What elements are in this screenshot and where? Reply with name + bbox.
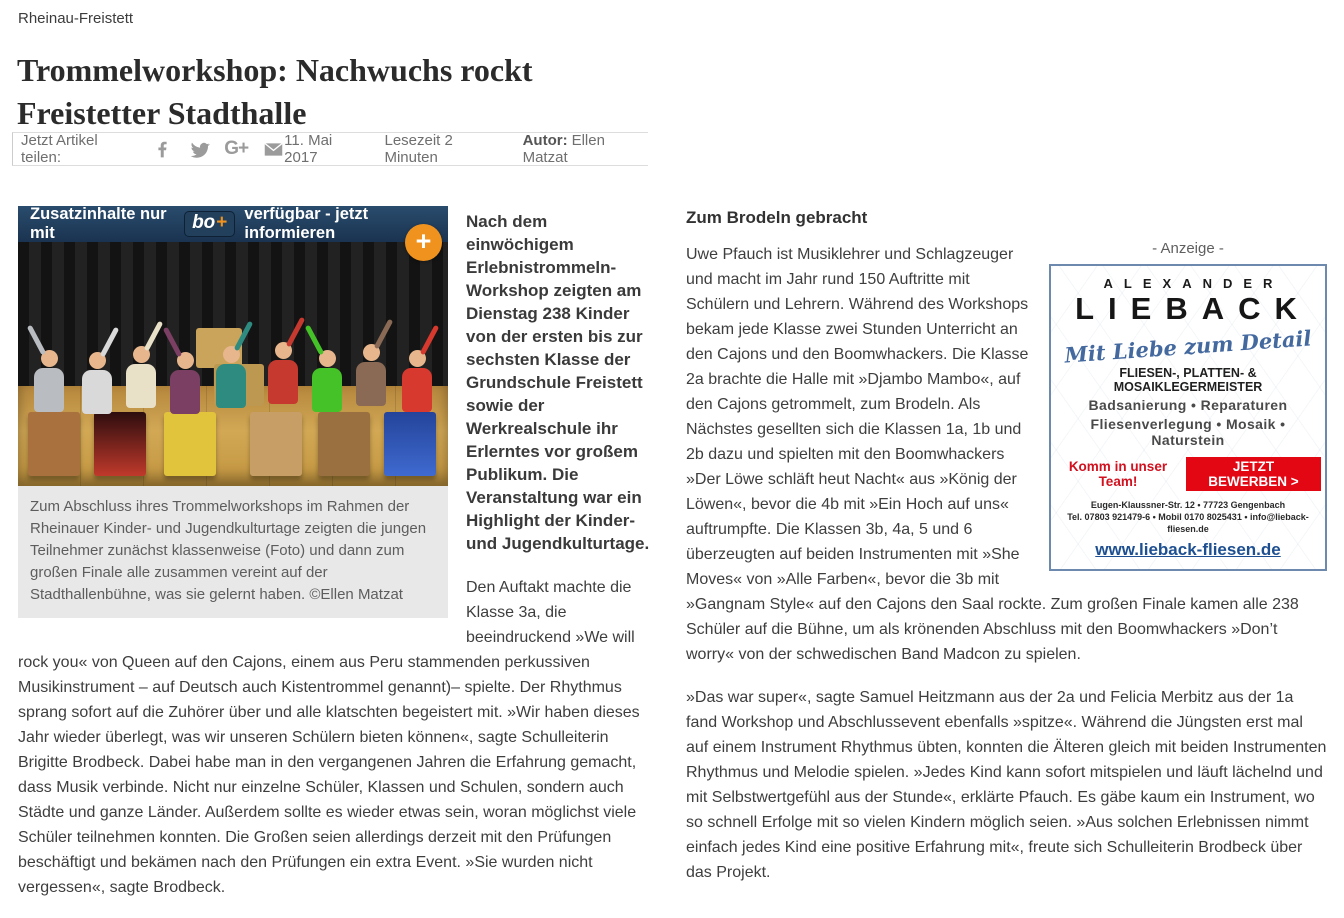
banner-text-after: verfügbar - jetzt informieren xyxy=(244,205,369,242)
ad-firstname: ALEXANDER xyxy=(1103,276,1284,291)
author xyxy=(523,132,646,166)
article-photo[interactable] xyxy=(18,226,448,486)
ad-banner-lieback[interactable] xyxy=(1049,264,1327,571)
cajon-box xyxy=(28,412,80,476)
article-paragraph-1: Den Auftakt machte die Klasse 3a, die beeindruckend »We will rock you« von Queen auf den Cajons, einem aus Peru stammenden perkussiven Musikinstrument – auf Deutsch auch Kistentrommel genannt)– spielte. Der Rhythmus sprang sofort auf die Zuhörer über und alle klatschten begeistert mit. »Wir haben dieses Jahr wieder überlegt, was wir unseren Schülern bieten können«, sagte Schulleiterin Brigitte Brodbeck. Dabei habe man in den vergangenen Jahren die Erfahrung gemacht, dass Musik verbinde. Nicht nur einzelne Schüler, Klassen und Schulen, sondern auch Städte und ganze Länder. Außerdem sollte es wieder etwas sein, woran möglichst viele Schüler teilnehmen konnten. Die Großen seien allerdings derzeit mit den Prüfungen beschäftigt und bekämen nach den Prüfungen ein extra Event. »Sie wurden nicht vergessen«, sagte Brodbeck. xyxy=(18,579,640,896)
bo-logo-plus: + xyxy=(216,212,228,233)
ad-website-link[interactable]: www.lieback-fliesen.de xyxy=(1095,540,1281,559)
cajon-box xyxy=(250,412,302,476)
ad-contact: Tel. 07803 921479-6 • Mobil 0170 8025431 • info@lieback-fliesen.de xyxy=(1067,512,1309,534)
ad-lastname: LIEBACK xyxy=(1075,291,1311,326)
article-paragraph-3: »Das war super«, sagte Samuel Heitzmann aus der 2a und Felicia Merbitz aus der 1a fand Workshop und Abschlussevent ebenfalls »spitze«. Während die Jüngsten erst mal auf einem Instrument Rhythmus übten, konnten die Älteren gleich mit beiden Instrumenten Rhythmus und Melodie spielen. »Jedes Kind kann sofort mitspielen und läuft lächelnd und mit Selbstwertgefühl aus der Stunde«, erklärte Pfauch. Es gäbe kaum ein Instrument, wo so schnell Erfolge mit so vielen Kindern möglich seien. »Aus solchen Erlebnissen nimmt einfach jedes Kind eine positive Erfahrung mit«, freute sich Schulleiterin Brodbeck über das Projekt. xyxy=(686,689,1327,881)
article-category[interactable]: Rheinau-Freistett xyxy=(18,10,134,27)
cajon-box xyxy=(164,412,216,476)
ad-team-row xyxy=(1055,457,1321,491)
share-label: Jetzt Artikel teilen: xyxy=(21,132,98,166)
author-label: Autor: xyxy=(522,132,568,149)
bo-plus-logo xyxy=(184,211,235,237)
page-title: Trommelworkshop: Nachwuchs rockt Freistetter Stadthalle xyxy=(17,52,533,132)
ad-profession: FLIESEN-, PLATTEN- & MOSAIKLEGERMEISTER xyxy=(1113,366,1263,394)
ad-slogan: Mit Liebe zum Detail xyxy=(1063,325,1313,368)
cajon-box xyxy=(384,412,436,476)
read-time: Lesezeit 2 Minuten xyxy=(384,132,453,166)
child-figure xyxy=(266,342,300,406)
right-column xyxy=(686,206,1327,903)
facebook-icon[interactable] xyxy=(151,138,173,160)
child-figure xyxy=(80,352,114,416)
photo-caption: Zum Abschluss ihres Trommelworkshops im Rahmen der Rheinauer Kinder- und Jugendkulturtage zeigten die jungen Teilnehmer zunächst klassenweise (Foto) und dann zum großen Finale alle zusammen vereint auf der Stadthallenbühne, was sie gelernt haben. ©Ellen Matzat xyxy=(18,486,448,618)
article-figure xyxy=(18,206,448,618)
child-figure xyxy=(32,350,66,414)
child-figure xyxy=(214,346,248,410)
article-meta xyxy=(284,132,648,166)
child-figure xyxy=(310,350,344,414)
cajon-box xyxy=(94,412,146,476)
bo-logo-text: bo xyxy=(192,212,216,233)
ad-label: - Anzeige - xyxy=(1152,240,1224,257)
author-name: Ellen Matzat xyxy=(522,132,605,166)
email-icon[interactable] xyxy=(262,138,284,160)
premium-banner[interactable] xyxy=(18,206,448,242)
article-lead: Nach dem einwöchigem Erlebnistrommeln-Workshop zeigten am Dienstag 238 Kinder von der ersten bis zur sechsten Klasse der Grundschule Freistett sowie der Werkrealschule ihr Erlerntes vor großem Publikum. Die Veranstaltung war ein Highlight der Kinder- und Jugendkulturtage. xyxy=(466,212,650,553)
ad-services-2: Fliesenverlegung • Mosaik • Naturstein xyxy=(1090,416,1286,448)
child-figure xyxy=(168,352,202,416)
expand-image-button[interactable]: + xyxy=(405,224,442,261)
share-icons xyxy=(151,138,284,160)
child-figure xyxy=(400,350,434,414)
child-figure xyxy=(124,346,158,410)
banner-text-before: Zusatzinhalte nur mit xyxy=(30,205,167,242)
left-column xyxy=(18,206,650,918)
article-paragraph-2: Uwe Pfauch ist Musiklehrer und Schlagzeuger und macht im Jahr rund 150 Auftritte mit Schülern und Lehrern. Während des Workshops bekam jede Klasse zwei Stunden Unterricht an den Cajons und den Boomwhackers. Die Klasse 2a brachte die Halle mit »Djambo Mambo«, auf den Cajons getrommelt, zum Brodeln. Als Nächstes gesellten sich die Klassen 1a, 1b und 2b dazu und spielten mit den Boomwhackers »Der Löwe schläft heut Nacht« aus »König der Löwen«, bevor die 4b mit »Ein Hoch auf uns« auftrumpfte. Die Klassen 3b, 4a, 5 und 6 überzeugten auf beiden Instrumenten mit »She Moves« von »Alle Farben«, bevor die 3b mit »Gangnam Style« auf den Cajons den Saal rockte. Zum großen Finale kamen alle 238 Schüler auf die Bühne, um als krönenden Abschluss mit den Boomwhackers »Don’t worry« von der schwedischen Band Madcon zu spielen. xyxy=(686,246,1299,663)
cajon-box xyxy=(318,412,370,476)
twitter-icon[interactable] xyxy=(188,138,210,160)
child-figure xyxy=(354,344,388,408)
googleplus-icon[interactable]: G+ xyxy=(224,138,249,159)
ad-team-call: Komm in unser Team! xyxy=(1068,459,1168,489)
ad-services-1: Badsanierung • Reparaturen xyxy=(1088,397,1288,413)
ad-address: Eugen-Klaussner-Str. 12 • 77723 Gengenbach xyxy=(1090,500,1286,510)
publish-date: 11. Mai 2017 xyxy=(284,132,333,166)
share-meta-bar xyxy=(12,132,648,166)
ad-apply-button[interactable]: JETZT BEWERBEN > xyxy=(1186,457,1321,491)
advertisement xyxy=(1049,206,1327,571)
section-heading: Zum Brodeln gebracht xyxy=(686,208,868,227)
